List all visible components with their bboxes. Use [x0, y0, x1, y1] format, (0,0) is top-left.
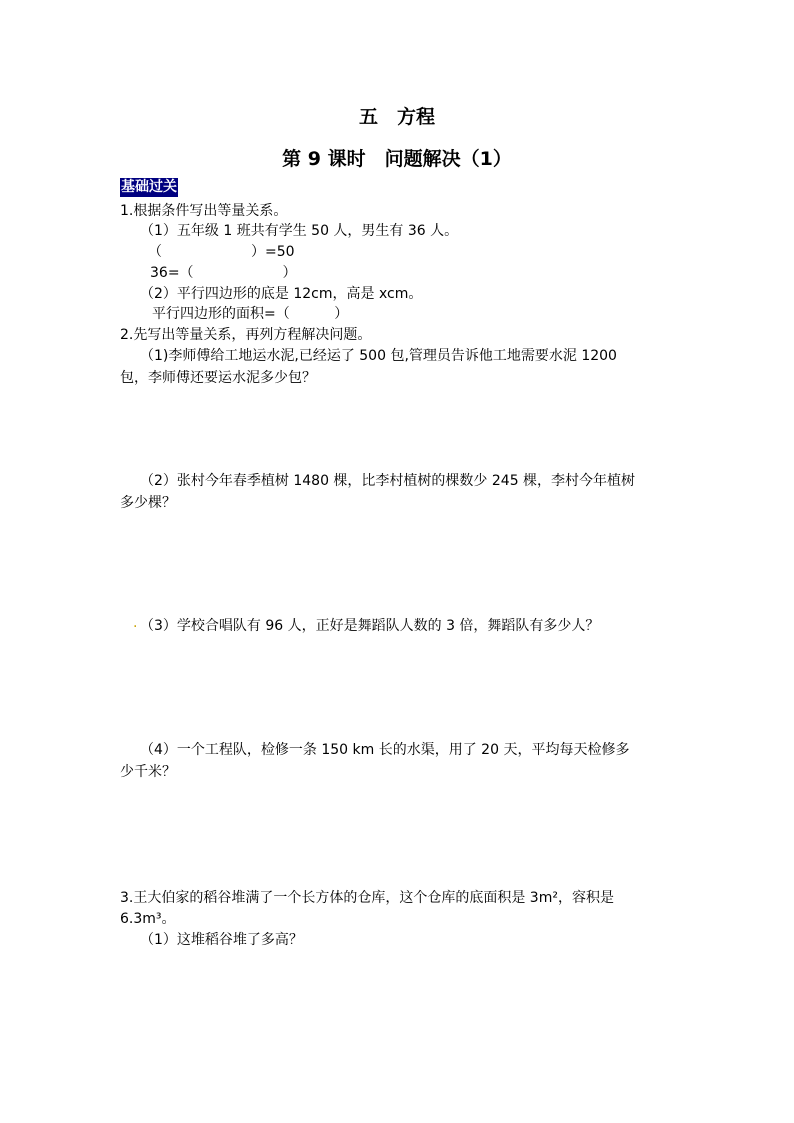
- q1-sub2-blank: 平行四边形的面积=（ ）: [152, 306, 349, 322]
- q2-stem: 2.先写出等量关系，再列方程解决问题。: [120, 327, 372, 343]
- q2-p4-line1: （4）一个工程队，检修一条 150 km 长的水渠，用了 20 天，平均每天检修多: [140, 742, 630, 758]
- q1-stem: 1.根据条件写出等量关系。: [120, 203, 288, 219]
- q1-sub1-blank2: 36=（ ）: [150, 265, 297, 281]
- section-badge: 基础过关: [121, 179, 177, 195]
- q2-p1-line2: 包，李师傅还要运水泥多少包？: [120, 370, 316, 386]
- q3-sub1: （1）这堆稻谷堆了多高？: [140, 932, 303, 948]
- q1-sub1: （1）五年级 1 班共有学生 50 人，男生有 36 人。: [140, 223, 459, 239]
- q3-stem-line2: 6.3m³。: [120, 911, 176, 927]
- q2-p2-line2: 多少棵？: [120, 495, 176, 511]
- q2-p3-mark: .: [133, 615, 138, 631]
- q2-p4-line2: 少千米？: [120, 764, 176, 780]
- q1-sub1-blank1: （ ）=50: [148, 244, 295, 260]
- q3-stem-line1: 3.王大伯家的稻谷堆满了一个长方体的仓库，这个仓库的底面积是 3m²，容积是: [120, 890, 614, 906]
- q2-p1-line1: （1)李师傅给工地运水泥,已经运了 500 包,管理员告诉他工地需要水泥 1200: [140, 348, 617, 364]
- chapter-title: 五 方程: [358, 106, 435, 128]
- q2-p3-line1: （3）学校合唱队有 96 人，正好是舞蹈队人数的 3 倍，舞蹈队有多少人？: [140, 618, 600, 634]
- lesson-title: 第 9 课时 问题解决（1）: [282, 148, 512, 170]
- q2-p2-line1: （2）张村今年春季植树 1480 棵，比李村植树的棵数少 245 棵，李村今年植树: [140, 473, 636, 489]
- q1-sub2: （2）平行四边形的底是 12cm，高是 xcm。: [140, 286, 423, 302]
